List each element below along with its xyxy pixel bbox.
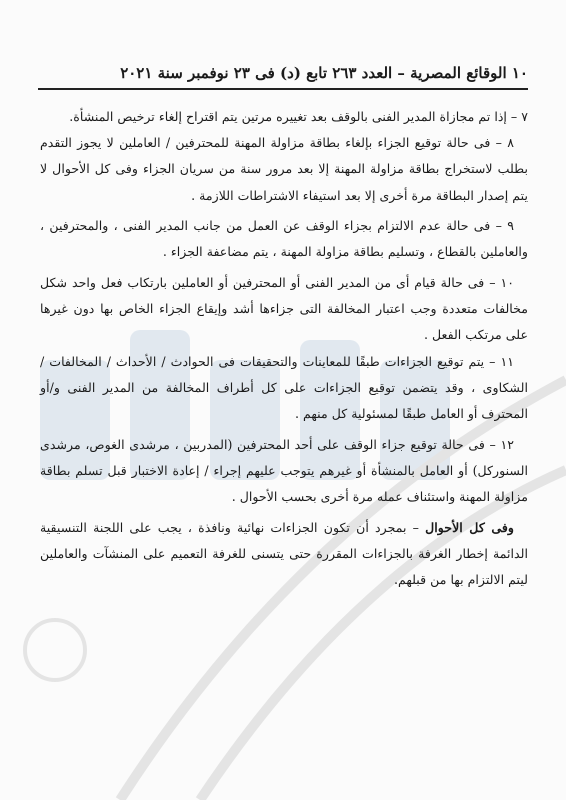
paragraph-item-8 bbox=[40, 130, 528, 209]
paragraph-item-10 bbox=[40, 270, 528, 349]
paragraph-text: – بمجرد أن تكون الجزاءات نهائية ونافذة ، يجب على اللجنة التنسيقية الدائمة إخطار الغرفة بالجزاءات المقررة حتى يتسنى للغرفة التعميم على المنشآت والعاملين ليتم الالتزام بها من قبلهم. bbox=[40, 519, 528, 588]
paragraph-item-9 bbox=[40, 213, 528, 265]
paragraph-text: ٩ – فى حالة عدم الالتزام بجزاء الوقف عن العمل من جانب المدير الفنى ، والمحترفين ، والعاملين بالقطاع ، وتسليم بطاقة مزاولة المهنة ، يتم مضاعفة الجزاء . bbox=[40, 218, 528, 260]
paragraph-item-11 bbox=[40, 349, 528, 428]
paragraph-closing bbox=[40, 515, 528, 594]
paragraph-item-12 bbox=[40, 432, 528, 511]
paragraph-item-7 bbox=[40, 104, 528, 130]
paragraph-text: ٨ – فى حالة توقيع الجزاء بإلغاء بطاقة مزاولة المهنة للمحترفين / العاملين لا يجوز التقدم بطلب لاستخراج بطاقة مزاولة المهنة إلا بعد مرور سنة من سريان الجزاء وفى كل الأحوال لا يتم إصدار البطاقة مرة أخرى إلا بعد استيفاء الاشتراطات اللازمة . bbox=[40, 135, 528, 203]
header-divider bbox=[38, 88, 528, 90]
paragraph-lead: وفى كل الأحوال bbox=[425, 519, 514, 535]
paragraph-text: ٧ – إذا تم مجازاة المدير الفنى بالوقف بعد تغييره مرتين يتم اقتراح إلغاء ترخيص المنشأة. bbox=[69, 109, 528, 124]
paragraph-text: ١٠ – فى حالة قيام أى من المدير الفنى أو المحترفين أو العاملين بارتكاب فعل واحد شكل مخالفات متعددة وجب اعتبار المخالفة التى جزاءها أشد وإيقاع الجزاء الخاص بها دون غيرها على مرتكب الفعل . bbox=[40, 275, 528, 343]
document-body bbox=[40, 104, 528, 598]
paragraph-text: ١٢ – فى حالة توقيع جزاء الوقف على أحد المحترفين (المدربين ، مرشدى الغوص، مرشدى السنوركل) أو العامل بالمنشأة أو غيرهم يتوجب عليهم إجراء / إعادة الاختبار قبل تسلم بطاقة مزاولة المهنة واستئناف عمله مرة أخرى بحسب الأحوال . bbox=[40, 436, 528, 505]
page-header: ١٠ الوقائع المصرية – العدد ٢٦٣ تابع (د) فى ٢٣ نوفمبر سنة ٢٠٢١ bbox=[120, 64, 528, 82]
paragraph-text: ١١ – يتم توقيع الجزاءات طبقًا للمعاينات والتحقيقات فى الحوادث / الأحداث / المخالفات / الشكاوى ، وقد يتضمن توقيع الجزاءات على كل أطراف المخالفة من المدير الفنى و/أو المحترف أو العامل طبقًا لمسئولية كل منهم . bbox=[40, 353, 528, 422]
